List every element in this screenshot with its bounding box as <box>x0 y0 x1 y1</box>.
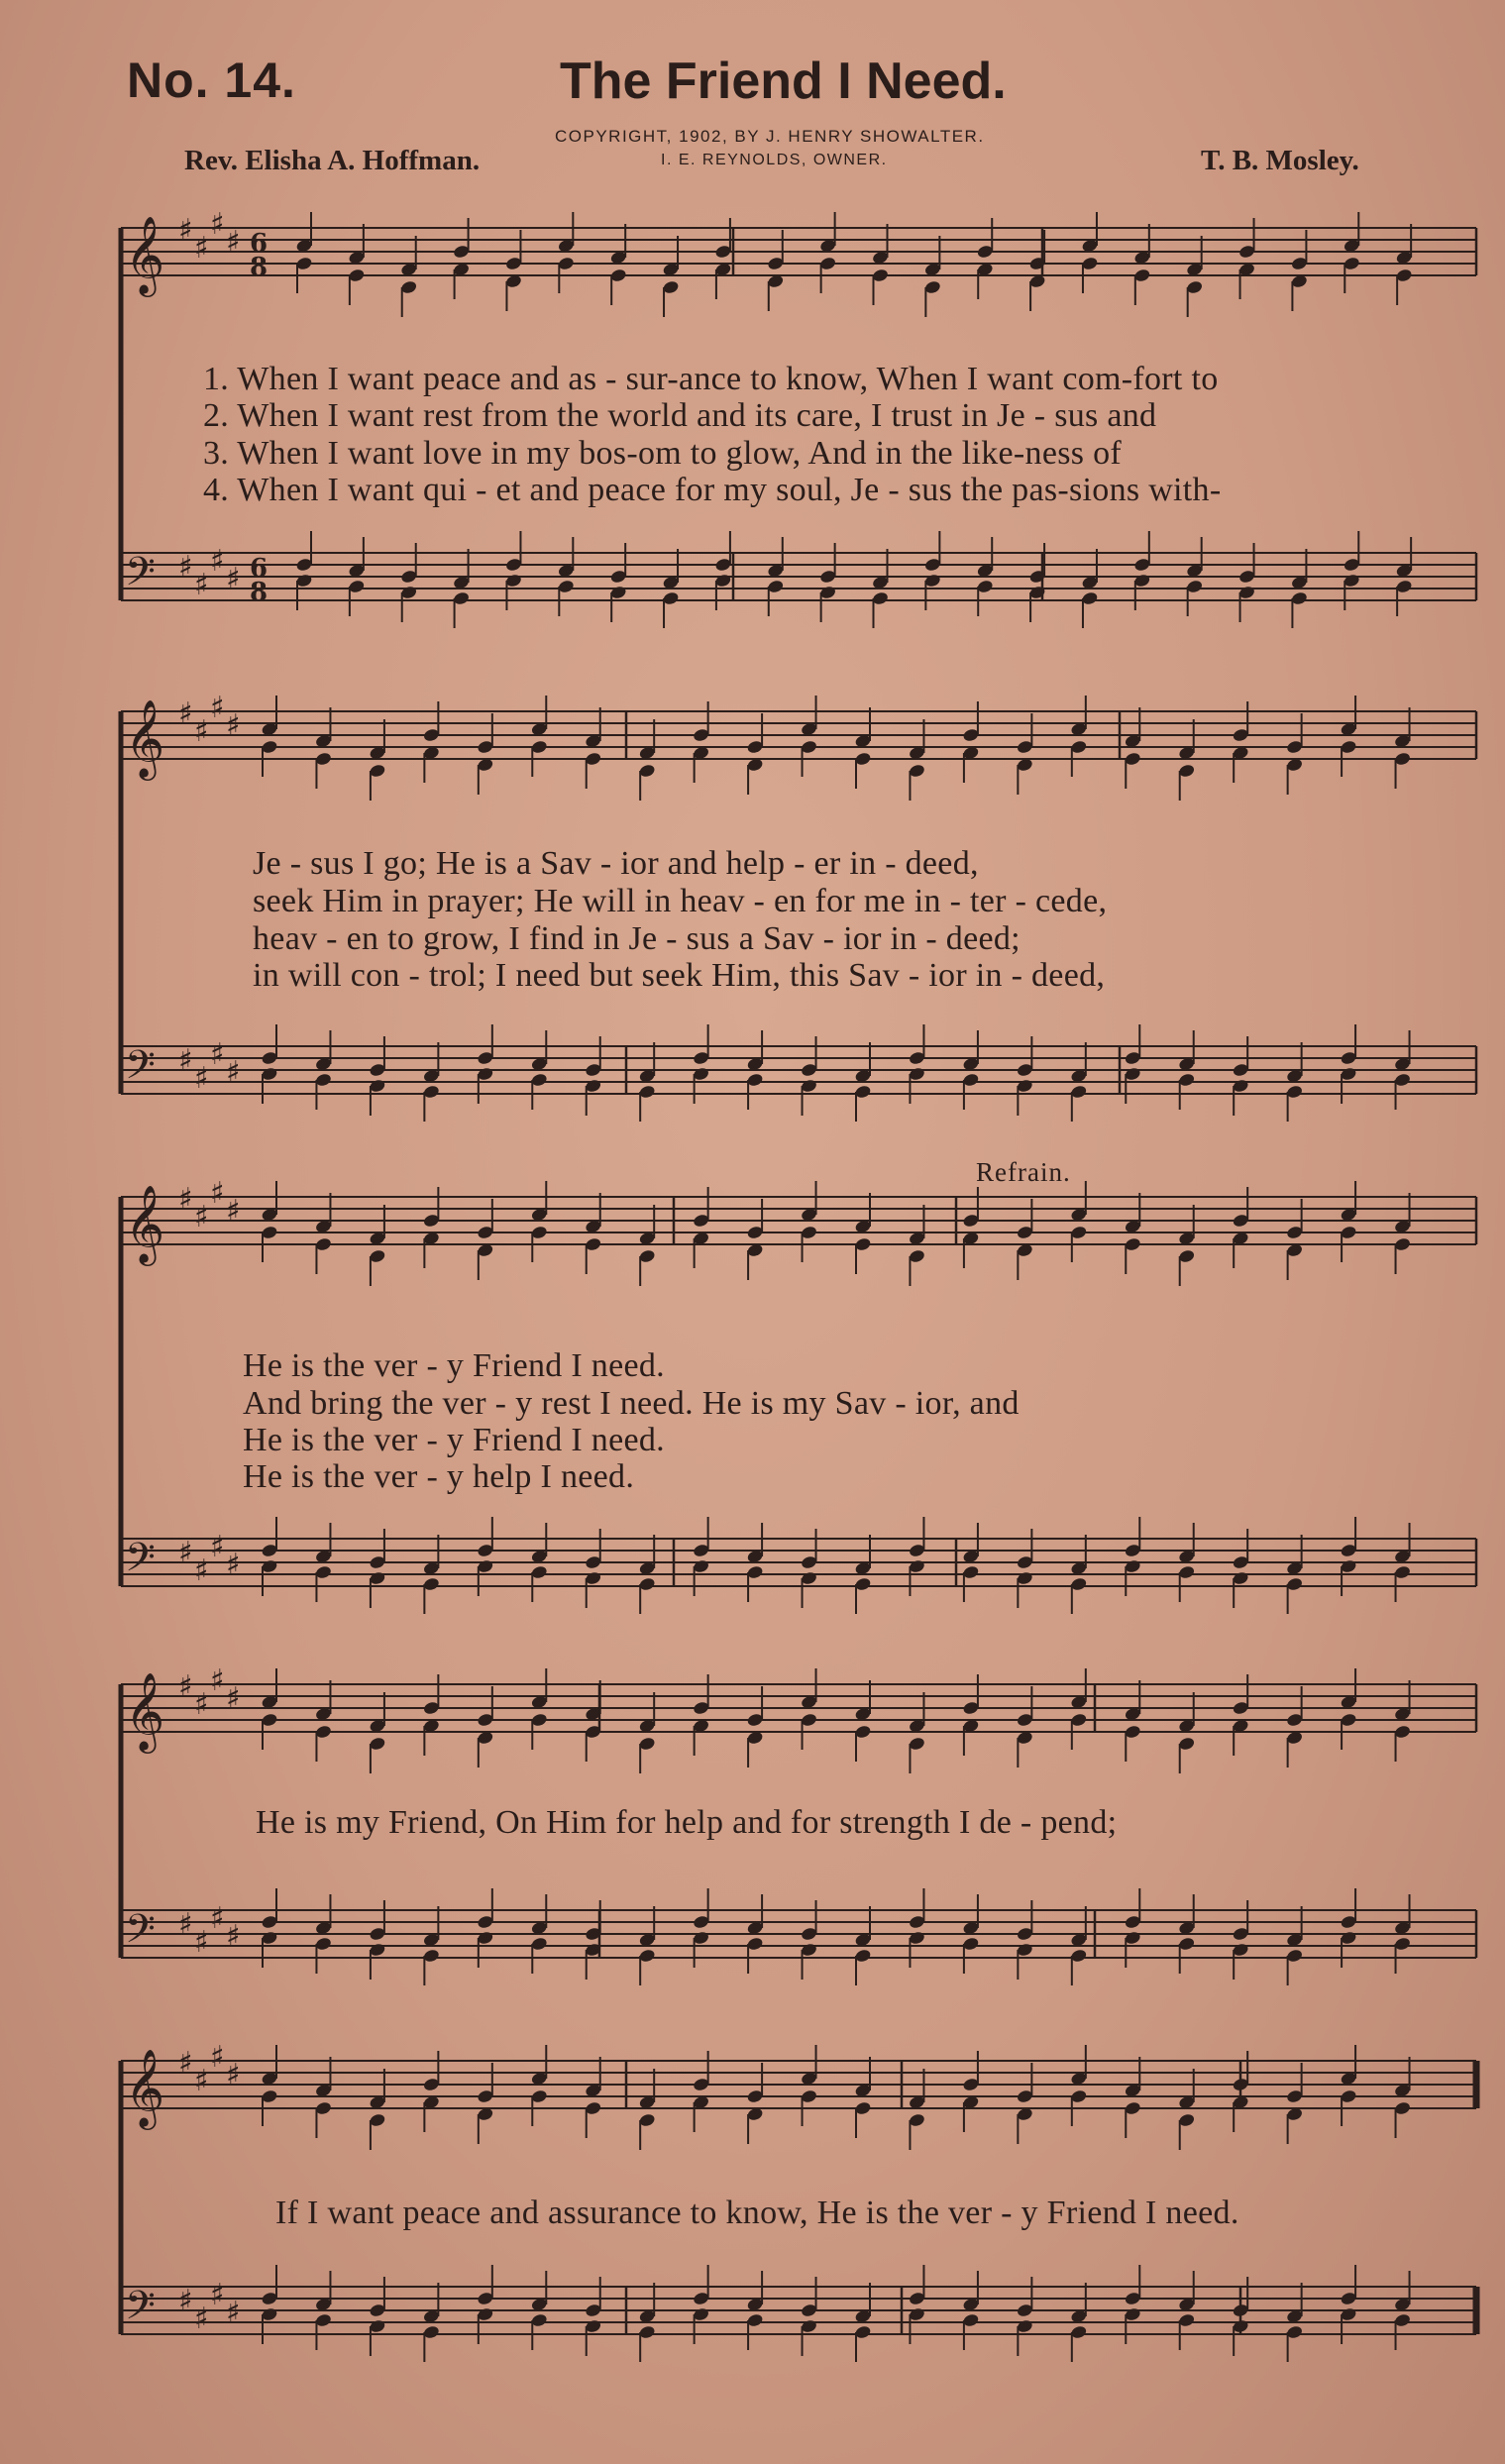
sharp-sign: ♯ <box>194 231 209 266</box>
refrain-label: Refrain. <box>976 1157 1071 1187</box>
sharp-sign: ♯ <box>194 2064 209 2098</box>
lyric-line: heav - en to grow, I find in Je - sus a Sav - ior in - deed; <box>253 920 1021 957</box>
bass-clef: 𝄢 <box>125 1042 156 1098</box>
sharp-sign: ♯ <box>210 1530 225 1564</box>
sharp-sign: ♯ <box>210 544 225 579</box>
lyric-line: If I want peace and assurance to know, He is the ver - y Friend I need. <box>275 2195 1239 2231</box>
sharp-sign: ♯ <box>178 2046 193 2081</box>
lyric-line: Je - sus I go; He is a Sav - ior and help - er in - deed, <box>253 845 979 882</box>
sharp-sign: ♯ <box>226 225 241 260</box>
composer-credit: T. B. Mosley. <box>1201 145 1359 176</box>
sharp-sign: ♯ <box>194 2302 209 2336</box>
sharp-sign: ♯ <box>210 2040 225 2075</box>
lyric-line: seek Him in prayer; He will in heav - en for me in - ter - cede, <box>253 883 1108 919</box>
sharp-sign: ♯ <box>226 1548 241 1582</box>
sharp-sign: ♯ <box>226 1194 241 1229</box>
sharp-sign: ♯ <box>210 1663 225 1698</box>
sharp-sign: ♯ <box>194 1061 209 1096</box>
lyric-line: 1. When I want peace and as - sur-ance to know, When I want com-fort to <box>203 361 1219 397</box>
lyric-line: He is my Friend, On Him for help and for strength I de - pend; <box>256 1804 1118 1841</box>
sharp-sign: ♯ <box>210 1037 225 1072</box>
lyric-line: And bring the ver - y rest I need. He is my Sav - ior, and <box>243 1385 1020 1422</box>
sharp-sign: ♯ <box>194 714 209 749</box>
sharp-sign: ♯ <box>210 1901 225 1936</box>
sharp-sign: ♯ <box>210 207 225 242</box>
sharp-sign: ♯ <box>178 1043 193 1078</box>
sharp-sign: ♯ <box>194 1925 209 1960</box>
treble-clef: 𝄞 <box>125 2049 165 2127</box>
time-signature: 8 <box>250 578 269 607</box>
sharp-sign: ♯ <box>178 213 193 248</box>
copyright-notice: COPYRIGHT, 1902, BY J. HENRY SHOWALTER. <box>555 127 985 146</box>
treble-clef: 𝄞 <box>125 216 165 294</box>
time-signature: 6 <box>250 229 269 259</box>
sharp-sign: ♯ <box>210 2278 225 2312</box>
sharp-sign: ♯ <box>226 708 241 743</box>
sharp-sign: ♯ <box>226 1055 241 1090</box>
time-signature: 8 <box>250 253 269 282</box>
lyric-line: 2. When I want rest from the world and its care, I trust in Je - sus and <box>203 397 1157 434</box>
treble-clef: 𝄞 <box>125 699 165 778</box>
sharp-sign: ♯ <box>226 562 241 596</box>
lyric-line: in will con - trol; I need but seek Him, this Sav - ior in - deed, <box>253 957 1106 994</box>
sharp-sign: ♯ <box>226 1681 241 1716</box>
lyric-line: 3. When I want love in my bos-om to glow, And in the like-ness of <box>203 435 1122 472</box>
hymn-number: No. 14. <box>127 53 296 108</box>
treble-clef: 𝄞 <box>125 1672 165 1751</box>
lyric-line: He is the ver - y help I need. <box>243 1458 635 1495</box>
sharp-sign: ♯ <box>178 550 193 585</box>
lyric-line: He is the ver - y Friend I need. <box>243 1347 665 1384</box>
sharp-sign: ♯ <box>210 1176 225 1211</box>
time-signature: 6 <box>250 554 269 584</box>
bass-clef: 𝄢 <box>125 1535 156 1590</box>
sharp-sign: ♯ <box>178 1536 193 1570</box>
bass-clef: 𝄢 <box>125 1906 156 1962</box>
sharp-sign: ♯ <box>226 1919 241 1954</box>
sharp-sign: ♯ <box>226 2058 241 2092</box>
bass-clef: 𝄢 <box>125 2283 156 2338</box>
owner-notice: I. E. REYNOLDS, OWNER. <box>661 152 888 168</box>
lyric-line: 4. When I want qui - et and peace for my soul, Je - sus the pas-sions with- <box>203 472 1222 508</box>
lyric-line: He is the ver - y Friend I need. <box>243 1422 665 1458</box>
sharp-sign: ♯ <box>194 1553 209 1588</box>
sharp-sign: ♯ <box>194 568 209 602</box>
sharp-sign: ♯ <box>194 1687 209 1722</box>
sharp-sign: ♯ <box>178 1182 193 1217</box>
sharp-sign: ♯ <box>178 696 193 731</box>
sharp-sign: ♯ <box>178 2284 193 2318</box>
sharp-sign: ♯ <box>178 1907 193 1942</box>
hymn-title: The Friend I Need. <box>560 53 1007 110</box>
treble-clef: 𝄞 <box>125 1185 165 1263</box>
sharp-sign: ♯ <box>210 691 225 725</box>
sharp-sign: ♯ <box>178 1669 193 1704</box>
sharp-sign: ♯ <box>226 2296 241 2330</box>
bass-clef: 𝄢 <box>125 549 156 604</box>
lyricist-credit: Rev. Elisha A. Hoffman. <box>184 145 481 176</box>
sharp-sign: ♯ <box>194 1200 209 1234</box>
